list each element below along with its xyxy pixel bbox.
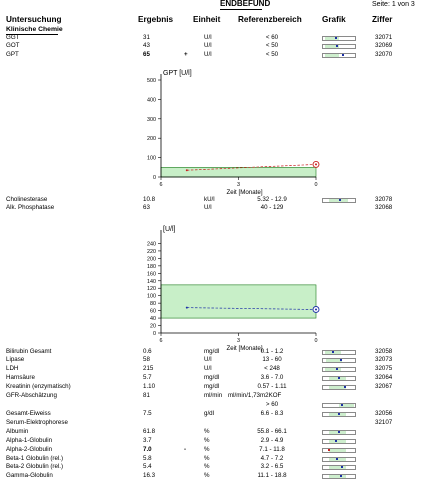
test-name: Kreatinin (enzymatisch) [6, 383, 71, 390]
range-indicator [322, 430, 356, 435]
billing-code: 32068 [375, 204, 393, 211]
reference-range: 55.8 - 66.1 [257, 428, 287, 435]
range-indicator-band [325, 54, 339, 57]
gpt-trend-chart [140, 66, 330, 196]
x-tick-label: 0 [314, 338, 318, 344]
test-name: Beta-1 Globulin (rel.) [6, 455, 64, 462]
result-value: 61.8 [143, 428, 156, 435]
result-value: 81 [143, 392, 150, 399]
range-indicator-band [329, 475, 346, 478]
test-name: Bilirubin Gesamt [6, 348, 52, 355]
title-underline [220, 9, 262, 10]
range-indicator-marker [336, 45, 338, 47]
reference-range: < 248 [264, 365, 280, 372]
reference-band [161, 167, 316, 177]
y-tick-label: 400 [147, 97, 156, 104]
billing-code: 32070 [375, 51, 393, 58]
x-tick-label: 6 [159, 338, 163, 344]
range-indicator [322, 385, 356, 390]
range-indicator [322, 367, 356, 372]
range-indicator [322, 376, 356, 381]
reference-range: < 50 [265, 51, 279, 58]
range-indicator-marker [338, 377, 340, 379]
data-point-current-core [315, 163, 317, 165]
reference-range: 3.6 - 7.0 [260, 374, 284, 381]
billing-code: 32067 [375, 383, 393, 390]
range-indicator-band [329, 440, 346, 443]
test-name: Alpha-1-Globulin [6, 437, 53, 444]
section-title: Klinische Chemie [6, 26, 63, 33]
unit: % [204, 446, 210, 453]
test-name: Beta-2 Globulin (rel.) [6, 463, 64, 470]
test-name: Gamma-Globulin [6, 472, 53, 479]
range-indicator-marker [341, 466, 343, 468]
result-value: 10.8 [143, 196, 156, 203]
data-point-current-core [315, 308, 317, 310]
result-value: 63 [143, 204, 150, 211]
reference-range: 11.1 - 18.8 [257, 472, 287, 479]
result-value: 5.7 [143, 374, 152, 381]
unit: ml/min [204, 392, 223, 399]
page-title: ENDBEFUND [220, 0, 271, 8]
y-tick-label: 100 [147, 155, 156, 162]
x-axis-label: Zeit [Monate] [226, 189, 263, 196]
range-indicator [322, 358, 356, 363]
unit: % [204, 455, 210, 462]
unit: U/l [204, 34, 212, 41]
chart-title: [U/l] [163, 226, 176, 233]
range-indicator-marker [332, 351, 334, 353]
range-indicator [322, 457, 356, 462]
reference-range: 4.7 - 7.2 [260, 455, 284, 462]
test-name: Alpha-2-Globulin [6, 446, 53, 453]
reference-range: < 60 [265, 34, 279, 41]
header-range: Referenzbereich [238, 15, 302, 24]
result-value: 5.4 [143, 463, 152, 470]
result-value: 43 [143, 42, 150, 49]
reference-range: < 50 [265, 42, 279, 49]
reference-range: > 60 [265, 401, 279, 408]
billing-code: 32075 [375, 365, 393, 372]
test-name: GFR-Abschätzung [6, 392, 57, 399]
range-indicator-band [325, 368, 341, 371]
unit: U/l [204, 365, 212, 372]
y-tick-label: 200 [147, 136, 156, 143]
reference-range: 13 - 60 [262, 356, 282, 363]
alk-phosphatase-trend-chart [140, 222, 330, 352]
unit: mg/dl [204, 348, 220, 355]
result-value: 215 [143, 365, 154, 372]
y-tick-label: 180 [147, 263, 156, 270]
y-tick-label: 80 [150, 301, 156, 308]
chart-title: GPT [U/l] [163, 70, 192, 77]
range-indicator-marker [338, 413, 340, 415]
header-code: Ziffer [372, 15, 393, 24]
unit: U/l [204, 42, 212, 49]
unit: mg/dl [204, 383, 220, 390]
range-indicator-marker [336, 458, 338, 460]
billing-code: 32073 [375, 356, 393, 363]
test-name: GGT [6, 34, 20, 41]
reference-range: 0.1 - 1.2 [260, 348, 284, 355]
result-value: 65 [143, 51, 150, 58]
range-indicator [322, 474, 356, 479]
range-indicator-band [325, 37, 339, 40]
unit: g/dl [204, 410, 214, 417]
range-indicator-marker [335, 37, 337, 39]
range-indicator-marker [340, 475, 342, 477]
x-tick-label: 6 [159, 182, 163, 188]
result-flag: - [184, 446, 187, 453]
result-value: 3.7 [143, 437, 152, 444]
test-name: GOT [6, 42, 20, 49]
range-indicator-marker [336, 368, 338, 370]
unit: U/l [204, 356, 212, 363]
reference-range: 6.6 - 8.3 [260, 410, 284, 417]
y-tick-label: 40 [150, 316, 156, 323]
unit: % [204, 437, 210, 444]
billing-code: 32058 [375, 348, 393, 355]
y-tick-label: 220 [147, 248, 156, 255]
range-indicator-band [329, 449, 346, 452]
test-name: Harnsäure [6, 374, 35, 381]
header-unit: Einheit [193, 15, 221, 24]
billing-code: 32078 [375, 196, 393, 203]
y-tick-label: 20 [150, 323, 156, 330]
header-result: Ergebnis [138, 15, 174, 24]
range-indicator [322, 465, 356, 470]
y-tick-label: 200 [147, 256, 156, 263]
page-info: Seite: 1 von 3 [372, 1, 415, 8]
y-tick-label: 120 [147, 286, 156, 293]
y-tick-label: 240 [147, 241, 156, 248]
range-indicator [322, 53, 356, 58]
result-value: 7.0 [143, 446, 152, 453]
reference-range: 7.1 - 11.8 [259, 446, 285, 453]
x-tick-label: 0 [314, 182, 318, 188]
reference-range: 3.2 - 6.5 [260, 463, 284, 470]
range-indicator [322, 403, 356, 408]
unit: % [204, 472, 210, 479]
range-indicator [322, 439, 356, 444]
reference-range: 5.32 - 12.9 [257, 196, 287, 203]
x-tick-label: 3 [237, 338, 240, 344]
range-indicator [322, 44, 356, 49]
test-name: Serum-Elektrophorese [6, 419, 68, 426]
y-tick-label: 160 [147, 271, 156, 278]
unit: U/l [204, 51, 212, 58]
range-indicator [322, 412, 356, 417]
unit: U/l [204, 204, 212, 211]
unit: mg/dl [204, 374, 220, 381]
range-indicator-marker [335, 440, 337, 442]
result-flag: + [184, 51, 188, 58]
range-indicator-marker [342, 54, 344, 56]
unit: % [204, 463, 210, 470]
billing-code: 32107 [375, 419, 393, 426]
reference-range: 40 - 129 [260, 204, 284, 211]
x-axis-label: Zeit [Monate] [226, 345, 263, 352]
header-chart: Grafik [322, 15, 346, 24]
x-tick-label: 3 [237, 182, 240, 188]
billing-code: 32064 [375, 374, 393, 381]
range-indicator [322, 36, 356, 41]
test-name: Gesamt-Eiweiss [6, 410, 51, 417]
data-point [186, 307, 188, 309]
result-value: 16.3 [143, 472, 156, 479]
data-point [186, 169, 188, 171]
reference-range: 0.57 - 1.11 [257, 383, 287, 390]
reference-band [161, 285, 316, 318]
range-indicator-marker [344, 386, 346, 388]
range-indicator [322, 448, 356, 453]
unit-detail: ml/min/1,73m2KOF [228, 392, 282, 399]
test-name: Lipase [6, 356, 25, 363]
result-value: 1.10 [143, 383, 156, 390]
test-name: GPT [6, 51, 19, 58]
range-indicator-marker [328, 449, 330, 451]
test-name: LDH [6, 365, 19, 372]
y-tick-label: 300 [147, 116, 156, 123]
y-tick-label: 500 [147, 78, 156, 84]
result-value: 5.8 [143, 455, 152, 462]
range-indicator-band [329, 466, 346, 469]
billing-code: 32071 [375, 34, 393, 41]
range-indicator-marker [340, 359, 342, 361]
test-name: Albumin [6, 428, 29, 435]
range-indicator-marker [339, 199, 341, 201]
result-value: 58 [143, 356, 150, 363]
unit: kU/l [204, 196, 215, 203]
y-tick-label: 140 [147, 278, 156, 285]
y-tick-label: 0 [153, 175, 156, 181]
range-indicator-marker [338, 431, 340, 433]
test-name: Cholinesterase [6, 196, 48, 203]
y-tick-label: 0 [153, 331, 156, 337]
unit: % [204, 428, 210, 435]
range-indicator [322, 198, 356, 203]
range-indicator-marker [341, 404, 343, 406]
y-tick-label: 60 [150, 308, 156, 315]
test-name: Alk. Phosphatase [6, 204, 55, 211]
result-value: 0.6 [143, 348, 152, 355]
result-value: 7.5 [143, 410, 152, 417]
y-tick-label: 100 [147, 293, 156, 300]
billing-code: 32069 [375, 42, 393, 49]
reference-range: 2.9 - 4.9 [260, 437, 284, 444]
billing-code: 32056 [375, 410, 393, 417]
header-test: Untersuchung [6, 15, 62, 24]
result-value: 31 [143, 34, 150, 41]
